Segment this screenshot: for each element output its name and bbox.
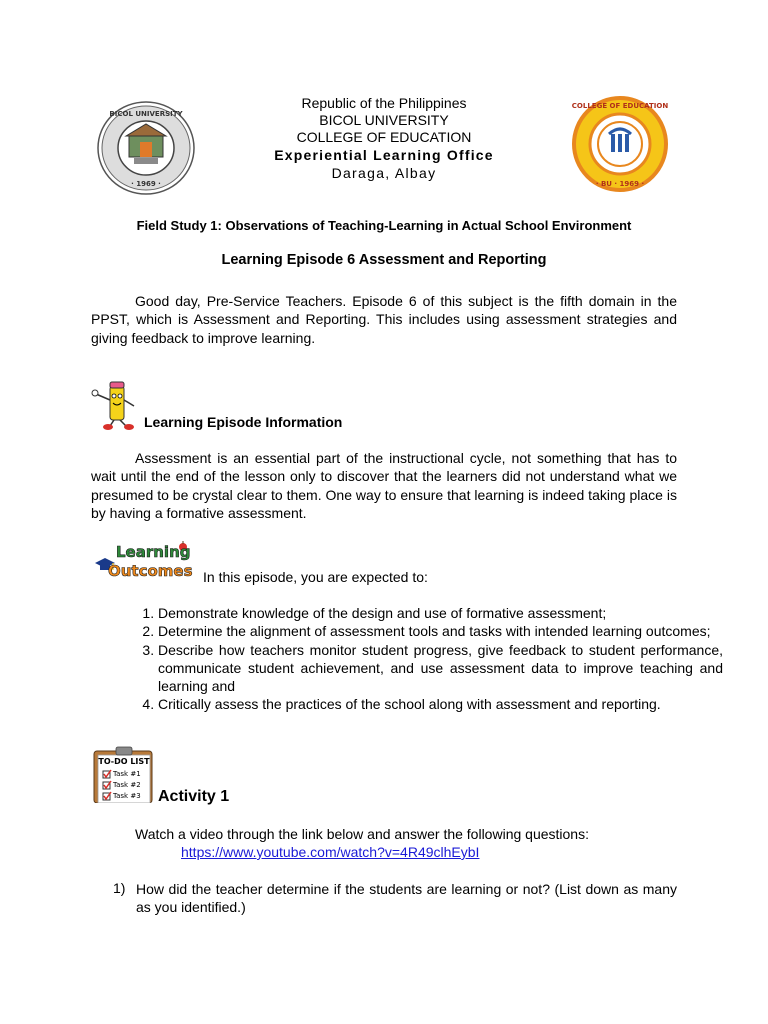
learning-outcomes-badge <box>94 541 193 583</box>
header-college: COLLEGE OF EDUCATION <box>296 129 472 145</box>
header-university: BICOL UNIVERSITY <box>319 112 449 128</box>
outcome-item: 2. Determine the alignment of assessment tools and tasks with intended learning outcomes; <box>158 622 723 640</box>
video-link[interactable]: https://www.youtube.com/watch?v=4R49clhEybI <box>181 844 480 860</box>
todo-clipboard-icon <box>90 745 158 803</box>
outcomes-intro: In this episode, you are expected to: <box>203 569 428 585</box>
outcomes-list <box>112 604 723 714</box>
outcome-item: 1. Demonstrate knowledge of the design and use of formative assessment; <box>158 604 723 622</box>
header-country: Republic of the Philippines <box>301 95 467 111</box>
badge-outcomes: Outcomes <box>108 562 193 580</box>
bicol-university-seal-icon <box>96 100 196 196</box>
clipboard-task: Task #1 <box>113 770 141 778</box>
activity-heading: Activity 1 <box>158 788 230 805</box>
activity-instruction: Watch a video through the link below and answer the following questions: <box>135 826 589 842</box>
svg-text:BICOL UNIVERSITY: BICOL UNIVERSITY <box>109 110 183 118</box>
question-text: How did the teacher determine if the students are learning or not? (List down as many as you identified.) <box>136 881 677 916</box>
badge-learning: Learning <box>116 543 191 561</box>
header-location: Daraga, Albay <box>331 165 437 181</box>
header-office: Experiential Learning Office <box>274 147 494 163</box>
question-number: 1) <box>113 880 126 896</box>
outcome-item: 3. Describe how teachers monitor student progress, give feedback to student performance, communicate student achievement, and use assessment data to improve teaching and learning and <box>158 641 723 696</box>
clipboard-title: TO-DO LIST <box>98 757 150 766</box>
clipboard-task: Task #3 <box>113 792 141 800</box>
svg-text:COLLEGE OF EDUCATION: COLLEGE OF EDUCATION <box>572 102 668 110</box>
intro-paragraph: Good day, Pre-Service Teachers. Episode 6 of this subject is the fifth domain in the PPST, which is Assessment and Reporting. This includes using assessment strategies and giving feedback to improve learning. <box>91 293 677 346</box>
svg-text:· BU · 1969 ·: · BU · 1969 · <box>595 180 645 188</box>
svg-text:· 1969 ·: · 1969 · <box>131 180 161 188</box>
pencil-mascot-icon <box>90 378 142 432</box>
field-study-title: Field Study 1: Observations of Teaching-Learning in Actual School Environment <box>136 218 632 233</box>
info-paragraph: Assessment is an essential part of the instructional cycle, not something that has to wait until the end of the lesson only to discover that the learners did not understand what we presumed to be crystal clear to them. One way to ensure that learning is indeed taking place is by having a formative assessment. <box>91 450 677 521</box>
clipboard-task: Task #2 <box>113 781 141 789</box>
info-section-heading: Learning Episode Information <box>144 414 343 430</box>
college-of-education-seal-icon <box>572 96 668 192</box>
outcome-item: 4. Critically assess the practices of the school along with assessment and reporting. <box>158 695 723 713</box>
episode-title: Learning Episode 6 Assessment and Reporting <box>221 252 547 268</box>
